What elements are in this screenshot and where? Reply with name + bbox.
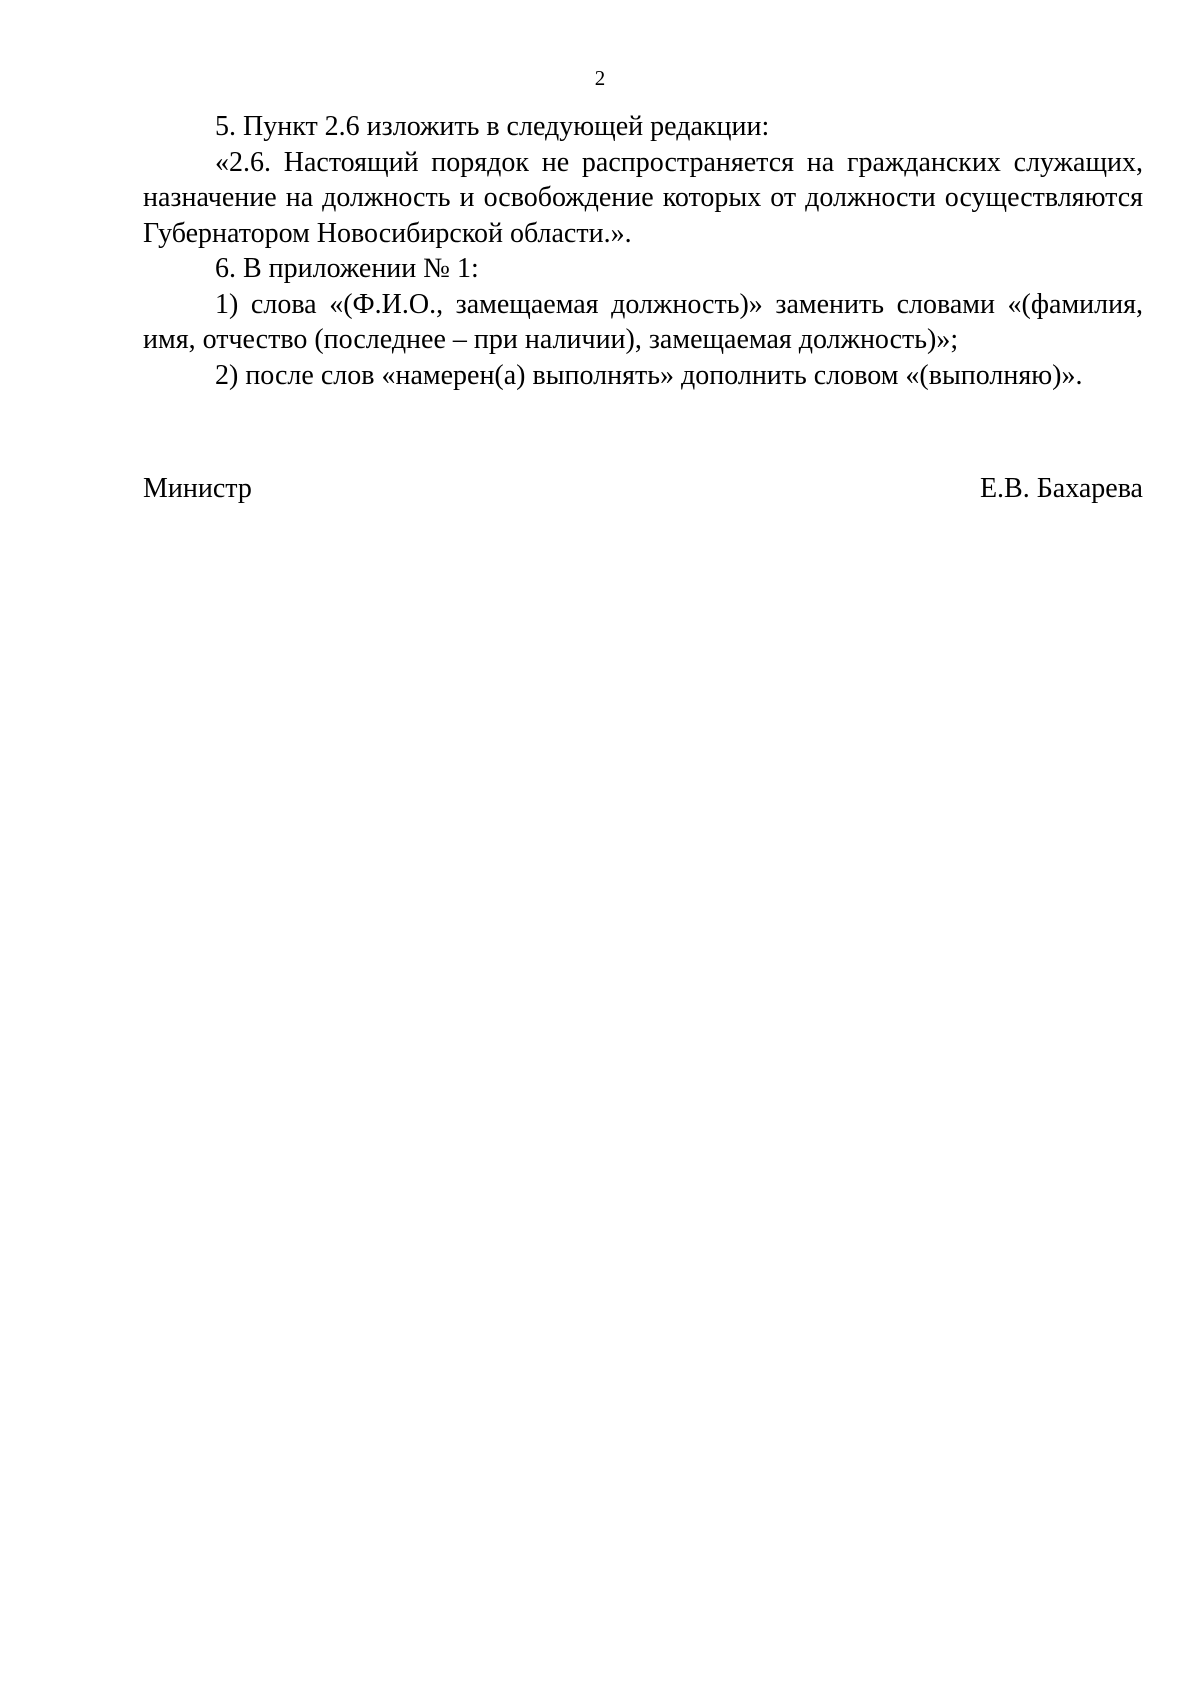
document-body <box>143 109 1143 393</box>
signatory-name: Е.В. Бахарева <box>979 473 1143 504</box>
page-number: 2 <box>594 66 606 90</box>
paragraph-item-5: 5. Пункт 2.6 изложить в следующей редакции: <box>215 111 770 142</box>
signatory-position: Министр <box>143 473 252 504</box>
paragraph-clause-2-6: «2.6. Настоящий порядок не распространяется на гражданских служащих, назначение на должность и освобождение которых от должности осуществляются Губернатором Новосибирской области.». <box>143 146 1143 249</box>
paragraph-subitem-2: 2) после слов «намерен(а) выполнять» дополнить словом «(выполняю)». <box>215 359 1083 391</box>
paragraph-subitem-1: 1) слова «(Ф.И.О., замещаемая должность)» заменить словами «(фамилия, имя, отчество (последнее – при наличии), замещаемая должность)»; <box>143 288 1143 355</box>
paragraph-item-6: 6. В приложении № 1: <box>215 253 479 284</box>
signature-block <box>143 471 1143 506</box>
